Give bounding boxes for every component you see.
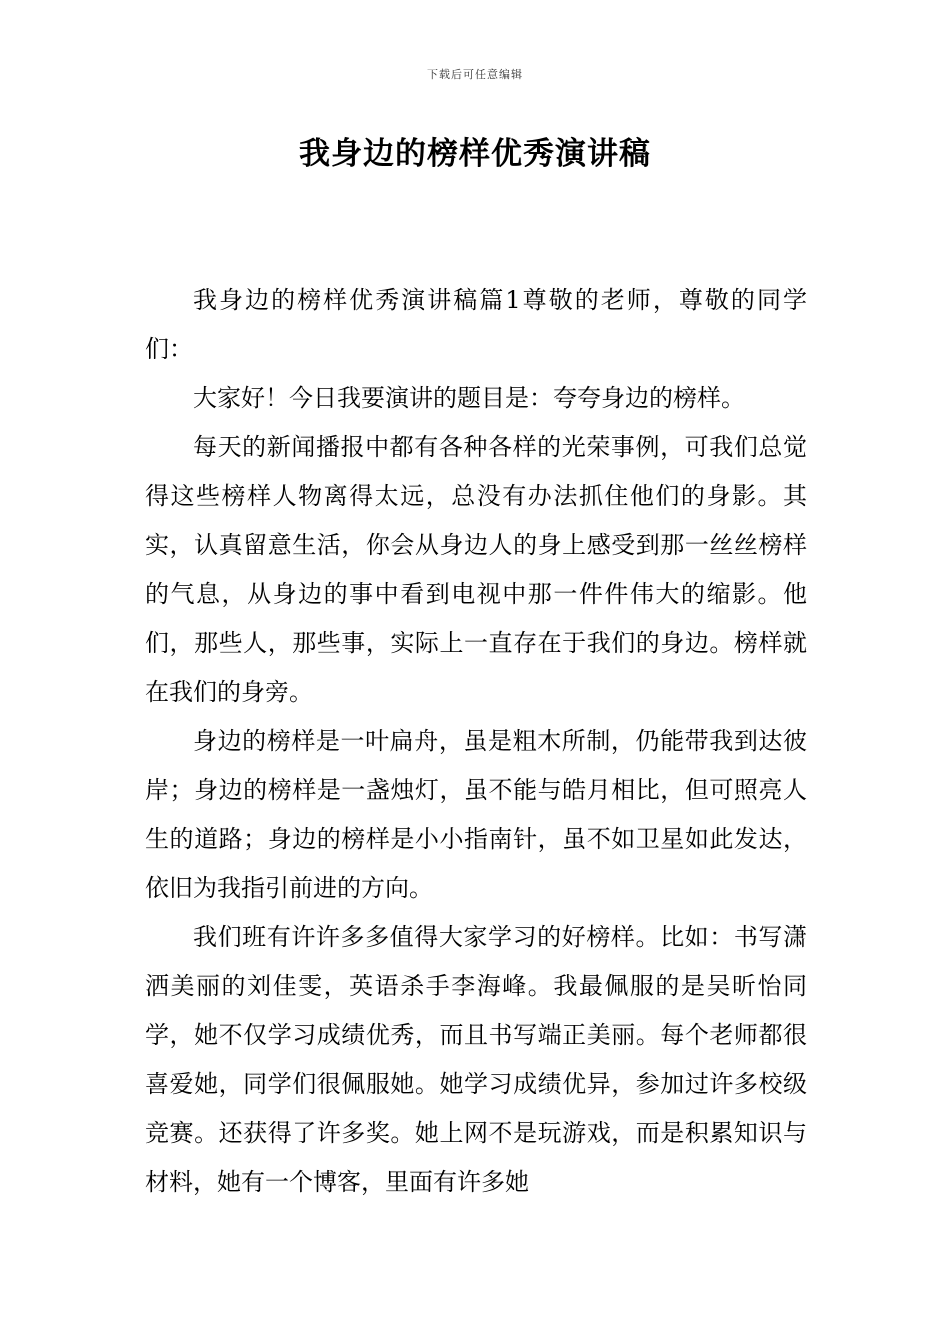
document-body — [145, 276, 807, 1207]
paragraph: 我们班有许许多多值得大家学习的好榜样。比如：书写潇洒美丽的刘佳雯，英语杀手李海峰。我最佩服的是吴昕怡同学，她不仅学习成绩优秀，而且书写端正美丽。每个老师都很喜爱她，同学们很佩服她。她学习成绩优异，参加过许多校级竞赛。还获得了许多奖。她上网不是玩游戏，而是积累知识与材料，她有一个博客，里面有许多她 — [145, 923, 807, 1196]
header-note: 下载后可任意编辑 — [427, 68, 523, 81]
paragraph: 大家好！今日我要演讲的题目是：夸夸身边的榜样。 — [193, 384, 745, 412]
paragraph: 我身边的榜样优秀演讲稿篇1尊敬的老师，尊敬的同学们： — [145, 286, 807, 363]
paragraph: 每天的新闻播报中都有各种各样的光荣事例，可我们总觉得这些榜样人物离得太远，总没有办法抓住他们的身影。其实，认真留意生活，你会从身边人的身上感受到那一丝丝榜样的气息，从身边的事中看到电视中那一件件伟大的缩影。他们，那些人，那些事，实际上一直存在于我们的身边。榜样就在我们的身旁。 — [145, 433, 807, 706]
document-title: 我身边的榜样优秀演讲稿 — [299, 136, 651, 172]
paragraph: 身边的榜样是一叶扁舟，虽是粗木所制，仍能带我到达彼岸；身边的榜样是一盏烛灯，虽不能与皓月相比，但可照亮人生的道路；身边的榜样是小小指南针，虽不如卫星如此发达，依旧为我指引前进的方向。 — [145, 727, 807, 902]
